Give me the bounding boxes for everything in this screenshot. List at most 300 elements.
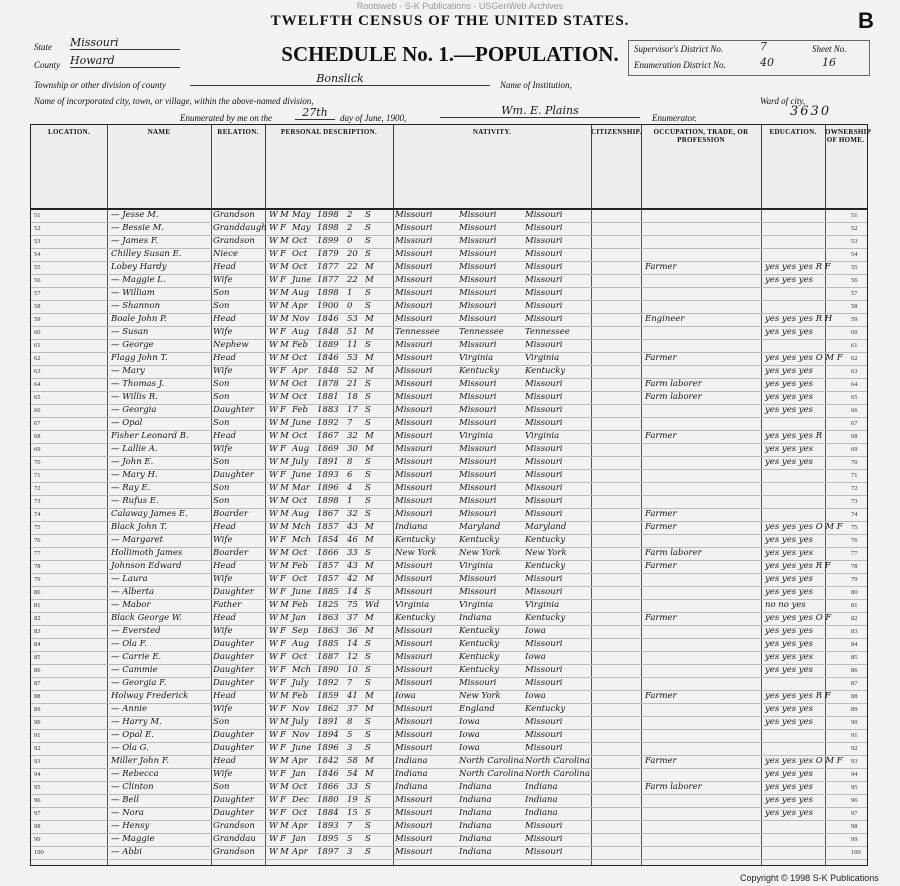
row-number: 53 bbox=[34, 238, 41, 245]
cell-ed: yes yes yes bbox=[765, 444, 813, 454]
cell-mo: Oct bbox=[292, 548, 308, 558]
cell-ms: S bbox=[365, 782, 371, 792]
cell-bf: Indiana bbox=[459, 847, 492, 857]
header-name: NAME bbox=[107, 125, 212, 209]
table-row bbox=[31, 287, 867, 301]
row-number-right: 62 bbox=[851, 355, 858, 362]
cell-ms: M bbox=[365, 769, 374, 779]
cell-c: W bbox=[269, 405, 278, 415]
row-number-right: 85 bbox=[851, 654, 858, 661]
table-row bbox=[31, 339, 867, 353]
cell-c: W bbox=[269, 392, 278, 402]
cell-name: — William bbox=[111, 288, 155, 298]
row-number-right: 97 bbox=[851, 810, 858, 817]
cell-bm: Kentucky bbox=[525, 561, 566, 571]
cell-yr: 1892 bbox=[317, 678, 339, 688]
cell-b: Missouri bbox=[395, 574, 433, 584]
row-number-right: 92 bbox=[851, 745, 858, 752]
cell-b: Missouri bbox=[395, 704, 433, 714]
incorporated-label: Name of incorporated city, town, or village, within the above-named division, bbox=[34, 96, 314, 106]
cell-c: W bbox=[269, 652, 278, 662]
cell-c: W bbox=[269, 470, 278, 480]
cell-s: F bbox=[280, 834, 286, 844]
cell-mo: Feb bbox=[292, 405, 308, 415]
cell-b: Missouri bbox=[395, 301, 433, 311]
row-number-right: 74 bbox=[851, 511, 858, 518]
cell-s: F bbox=[280, 743, 286, 753]
cell-ed: yes yes yes R bbox=[765, 431, 823, 441]
cell-bm: Missouri bbox=[525, 275, 563, 285]
cell-bm: Missouri bbox=[525, 210, 563, 220]
cell-b: New York bbox=[395, 548, 437, 558]
cell-mo: June bbox=[292, 743, 312, 753]
cell-s: F bbox=[280, 795, 286, 805]
row-number-right: 55 bbox=[851, 264, 858, 271]
cell-bf: Missouri bbox=[459, 236, 497, 246]
cell-ms: S bbox=[365, 483, 371, 493]
cell-ms: S bbox=[365, 821, 371, 831]
cell-bf: Missouri bbox=[459, 444, 497, 454]
cell-s: M bbox=[280, 483, 289, 493]
row-number: 97 bbox=[34, 810, 41, 817]
cell-bm: Missouri bbox=[525, 574, 563, 584]
cell-ms: M bbox=[365, 327, 374, 337]
cell-ms: S bbox=[365, 301, 371, 311]
census-grid bbox=[30, 208, 868, 866]
cell-ed: yes yes yes O M F bbox=[765, 353, 843, 363]
cell-bm: Tennessee bbox=[525, 327, 570, 337]
cell-bm: Missouri bbox=[525, 392, 563, 402]
cell-s: M bbox=[280, 457, 289, 467]
cell-occ: Farmer bbox=[645, 353, 677, 363]
state-value: Missouri bbox=[70, 36, 180, 50]
cell-name: — Nora bbox=[111, 808, 144, 818]
township-label: Township or other division of county bbox=[34, 80, 166, 90]
cell-mo: Sep bbox=[292, 626, 309, 636]
cell-rel: Wife bbox=[213, 327, 233, 337]
cell-s: M bbox=[280, 314, 289, 324]
cell-bf: Missouri bbox=[459, 678, 497, 688]
cell-rel: Daughter bbox=[213, 587, 254, 597]
cell-b: Iowa bbox=[395, 691, 416, 701]
cell-bf: Missouri bbox=[459, 249, 497, 259]
schedule-title: SCHEDULE No. 1.—POPULATION. bbox=[281, 42, 619, 66]
table-row bbox=[31, 521, 867, 535]
cell-s: F bbox=[280, 366, 286, 376]
cell-b: Missouri bbox=[395, 561, 433, 571]
cell-rel: Wife bbox=[213, 535, 233, 545]
cell-s: M bbox=[280, 340, 289, 350]
row-number: 64 bbox=[34, 381, 41, 388]
cell-s: M bbox=[280, 847, 289, 857]
cell-mo: Jan bbox=[292, 613, 306, 623]
cell-name: — Ola F. bbox=[111, 639, 147, 649]
cell-rel: Grandson bbox=[213, 847, 255, 857]
cell-bf: New York bbox=[459, 548, 501, 558]
header-location: LOCATION. bbox=[31, 125, 108, 209]
cell-occ: Farmer bbox=[645, 561, 677, 571]
cell-rel: Daughter bbox=[213, 665, 254, 675]
cell-b: Missouri bbox=[395, 223, 433, 233]
cell-yr: 1857 bbox=[317, 561, 339, 571]
day-of-label: day of June, 1900, bbox=[340, 113, 407, 123]
cell-name: Boale John P. bbox=[111, 314, 167, 324]
cell-ms: S bbox=[365, 730, 371, 740]
cell-age: 14 bbox=[347, 639, 358, 649]
cell-ms: S bbox=[365, 717, 371, 727]
row-number-right: 91 bbox=[851, 732, 858, 739]
cell-b: Missouri bbox=[395, 275, 433, 285]
row-number-right: 54 bbox=[851, 251, 858, 258]
cell-s: F bbox=[280, 626, 286, 636]
cell-name: — Carrie E. bbox=[111, 652, 162, 662]
enum-district-label: Enumeration District No. bbox=[634, 60, 726, 70]
cell-name: — Maggie bbox=[111, 834, 155, 844]
cell-mo: Nov bbox=[292, 730, 310, 740]
cell-yr: 1885 bbox=[317, 587, 339, 597]
cell-name: — Willis R. bbox=[111, 392, 158, 402]
cell-rel: Daughter bbox=[213, 470, 254, 480]
cell-s: M bbox=[280, 509, 289, 519]
cell-name: Black John T. bbox=[111, 522, 167, 532]
cell-name: Chilley Susan E. bbox=[111, 249, 182, 259]
cell-rel: Son bbox=[213, 717, 230, 727]
row-number-right: 99 bbox=[851, 836, 858, 843]
cell-yr: 1894 bbox=[317, 730, 339, 740]
cell-s: M bbox=[280, 613, 289, 623]
row-number: 56 bbox=[34, 277, 41, 284]
row-number-right: 71 bbox=[851, 472, 858, 479]
cell-occ: Farm laborer bbox=[645, 782, 702, 792]
row-number: 61 bbox=[34, 342, 41, 349]
cell-rel: Daughter bbox=[213, 743, 254, 753]
cell-bm: Indiana bbox=[525, 808, 558, 818]
cell-rel: Wife bbox=[213, 366, 233, 376]
cell-c: W bbox=[269, 431, 278, 441]
cell-s: M bbox=[280, 262, 289, 272]
cell-bf: Iowa bbox=[459, 717, 480, 727]
cell-age: 32 bbox=[347, 509, 358, 519]
cell-c: W bbox=[269, 353, 278, 363]
cell-occ: Farmer bbox=[645, 522, 677, 532]
cell-name: — Georgia bbox=[111, 405, 157, 415]
row-number-right: 83 bbox=[851, 628, 858, 635]
cell-ed: yes yes yes R F bbox=[765, 691, 831, 701]
row-number: 94 bbox=[34, 771, 41, 778]
cell-bf: Missouri bbox=[459, 405, 497, 415]
cell-mo: Feb bbox=[292, 600, 308, 610]
cell-mo: Aug bbox=[292, 288, 310, 298]
table-row bbox=[31, 443, 867, 457]
supervisor-label: Supervisor's District No. bbox=[634, 44, 724, 54]
cell-ms: S bbox=[365, 795, 371, 805]
county-label: County bbox=[34, 60, 60, 70]
cell-rel: Wife bbox=[213, 626, 233, 636]
cell-mo: Oct bbox=[292, 574, 308, 584]
cell-c: W bbox=[269, 262, 278, 272]
cell-bf: Indiana bbox=[459, 834, 492, 844]
cell-c: W bbox=[269, 236, 278, 246]
cell-ms: S bbox=[365, 340, 371, 350]
cell-name: — Opal E. bbox=[111, 730, 155, 740]
cell-b: Missouri bbox=[395, 847, 433, 857]
cell-bf: Kentucky bbox=[459, 626, 500, 636]
row-number: 89 bbox=[34, 706, 41, 713]
cell-occ: Farmer bbox=[645, 509, 677, 519]
row-number: 75 bbox=[34, 524, 41, 531]
cell-bm: Missouri bbox=[525, 379, 563, 389]
cell-mo: Aug bbox=[292, 444, 310, 454]
cell-rel: Boarder bbox=[213, 509, 249, 519]
row-number: 81 bbox=[34, 602, 41, 609]
cell-yr: 1897 bbox=[317, 847, 339, 857]
cell-bm: Indiana bbox=[525, 795, 558, 805]
cell-ms: M bbox=[365, 613, 374, 623]
cell-yr: 1867 bbox=[317, 509, 339, 519]
cell-c: W bbox=[269, 756, 278, 766]
cell-c: W bbox=[269, 626, 278, 636]
ward-label: Ward of city, bbox=[760, 96, 806, 106]
cell-age: 52 bbox=[347, 366, 358, 376]
cell-bf: Tennessee bbox=[459, 327, 504, 337]
cell-name: — Alberta bbox=[111, 587, 155, 597]
cell-rel: Head bbox=[213, 756, 236, 766]
cell-ed: yes yes yes R F bbox=[765, 262, 831, 272]
table-row bbox=[31, 469, 867, 483]
row-number-right: 78 bbox=[851, 563, 858, 570]
cell-bm: Missouri bbox=[525, 821, 563, 831]
cell-name: — Clinton bbox=[111, 782, 154, 792]
cell-c: W bbox=[269, 600, 278, 610]
cell-yr: 1898 bbox=[317, 496, 339, 506]
cell-age: 22 bbox=[347, 275, 358, 285]
table-row bbox=[31, 222, 867, 236]
cell-b: Missouri bbox=[395, 665, 433, 675]
cell-bm: Missouri bbox=[525, 639, 563, 649]
table-row bbox=[31, 404, 867, 418]
row-number-right: 69 bbox=[851, 446, 858, 453]
cell-rel: Daughter bbox=[213, 730, 254, 740]
cell-bf: Kentucky bbox=[459, 652, 500, 662]
cell-ed: yes yes yes O F bbox=[765, 613, 832, 623]
cell-ms: S bbox=[365, 847, 371, 857]
row-number-right: 96 bbox=[851, 797, 858, 804]
cell-age: 15 bbox=[347, 808, 358, 818]
cell-rel: Head bbox=[213, 353, 236, 363]
cell-bm: Kentucky bbox=[525, 366, 566, 376]
cell-b: Missouri bbox=[395, 340, 433, 350]
county-value: Howard bbox=[70, 54, 180, 68]
cell-yr: 1895 bbox=[317, 834, 339, 844]
table-row bbox=[31, 352, 867, 366]
row-number: 87 bbox=[34, 680, 41, 687]
row-number-right: 58 bbox=[851, 303, 858, 310]
table-row bbox=[31, 573, 867, 587]
cell-yr: 1880 bbox=[317, 795, 339, 805]
row-number: 57 bbox=[34, 290, 41, 297]
cell-mo: Feb bbox=[292, 561, 308, 571]
cell-b: Missouri bbox=[395, 210, 433, 220]
cell-b: Missouri bbox=[395, 509, 433, 519]
page-number: 3630 bbox=[790, 104, 832, 119]
row-number-right: 90 bbox=[851, 719, 858, 726]
cell-bm: Iowa bbox=[525, 691, 546, 701]
cell-s: F bbox=[280, 587, 286, 597]
cell-age: 46 bbox=[347, 535, 358, 545]
cell-ed: yes yes yes R F bbox=[765, 561, 831, 571]
cell-yr: 1900 bbox=[317, 301, 339, 311]
cell-yr: 1891 bbox=[317, 457, 339, 467]
cell-age: 5 bbox=[347, 834, 353, 844]
cell-s: F bbox=[280, 665, 286, 675]
cell-ed: yes yes yes bbox=[765, 379, 813, 389]
cell-rel: Son bbox=[213, 782, 230, 792]
sheet-no-value: 16 bbox=[822, 56, 836, 69]
row-number-right: 63 bbox=[851, 368, 858, 375]
cell-b: Missouri bbox=[395, 743, 433, 753]
cell-s: M bbox=[280, 548, 289, 558]
row-number-right: 51 bbox=[851, 212, 858, 219]
cell-age: 7 bbox=[347, 821, 353, 831]
cell-occ: Farmer bbox=[645, 262, 677, 272]
cell-bm: Missouri bbox=[525, 301, 563, 311]
cell-ms: S bbox=[365, 665, 371, 675]
table-row bbox=[31, 547, 867, 561]
cell-yr: 1842 bbox=[317, 756, 339, 766]
cell-bf: Kentucky bbox=[459, 535, 500, 545]
cell-occ: Engineer bbox=[645, 314, 685, 324]
cell-mo: Oct bbox=[292, 782, 308, 792]
cell-c: W bbox=[269, 717, 278, 727]
cell-c: W bbox=[269, 223, 278, 233]
cell-ms: S bbox=[365, 405, 371, 415]
cell-name: — Laura bbox=[111, 574, 148, 584]
copyright: Copyright © 1998 S-K Publications bbox=[740, 873, 879, 883]
cell-yr: 1889 bbox=[317, 340, 339, 350]
cell-bf: Indiana bbox=[459, 613, 492, 623]
cell-ms: M bbox=[365, 275, 374, 285]
cell-age: 17 bbox=[347, 405, 358, 415]
cell-yr: 1848 bbox=[317, 327, 339, 337]
cell-age: 30 bbox=[347, 444, 358, 454]
cell-yr: 1883 bbox=[317, 405, 339, 415]
enumeration-day: 27th bbox=[295, 106, 335, 120]
row-number: 58 bbox=[34, 303, 41, 310]
cell-c: W bbox=[269, 457, 278, 467]
cell-c: W bbox=[269, 821, 278, 831]
table-row bbox=[31, 209, 867, 223]
cell-c: W bbox=[269, 535, 278, 545]
cell-c: W bbox=[269, 847, 278, 857]
cell-rel: Head bbox=[213, 431, 236, 441]
cell-ed: yes yes yes bbox=[765, 808, 813, 818]
table-row bbox=[31, 300, 867, 314]
cell-bm: Virginia bbox=[525, 600, 560, 610]
cell-occ: Farmer bbox=[645, 691, 677, 701]
cell-mo: Jan bbox=[292, 769, 306, 779]
cell-yr: 1896 bbox=[317, 743, 339, 753]
cell-rel: Son bbox=[213, 483, 230, 493]
cell-bf: Virginia bbox=[459, 353, 494, 363]
cell-age: 37 bbox=[347, 704, 358, 714]
cell-age: 14 bbox=[347, 587, 358, 597]
cell-ms: S bbox=[365, 288, 371, 298]
cell-s: M bbox=[280, 522, 289, 532]
cell-c: W bbox=[269, 444, 278, 454]
cell-name: — Hensy bbox=[111, 821, 150, 831]
row-number: 100 bbox=[34, 849, 44, 856]
row-number: 84 bbox=[34, 641, 41, 648]
cell-mo: May bbox=[292, 223, 311, 233]
cell-ms: M bbox=[365, 262, 374, 272]
cell-s: F bbox=[280, 470, 286, 480]
cell-age: 36 bbox=[347, 626, 358, 636]
cell-bm: Missouri bbox=[525, 470, 563, 480]
cell-c: W bbox=[269, 639, 278, 649]
cell-ms: Wd bbox=[365, 600, 380, 610]
cell-bm: Missouri bbox=[525, 444, 563, 454]
cell-s: F bbox=[280, 535, 286, 545]
cell-yr: 1877 bbox=[317, 262, 339, 272]
cell-bm: North Carolina bbox=[525, 769, 590, 779]
cell-name: — Ola G. bbox=[111, 743, 149, 753]
cell-c: W bbox=[269, 795, 278, 805]
table-row bbox=[31, 807, 867, 821]
cell-ms: S bbox=[365, 743, 371, 753]
table-row bbox=[31, 729, 867, 743]
cell-bf: Missouri bbox=[459, 314, 497, 324]
table-row bbox=[31, 820, 867, 834]
cell-yr: 1890 bbox=[317, 665, 339, 675]
cell-name: Black George W. bbox=[111, 613, 182, 623]
row-number-right: 66 bbox=[851, 407, 858, 414]
cell-ms: S bbox=[365, 548, 371, 558]
row-number: 69 bbox=[34, 446, 41, 453]
cell-s: F bbox=[280, 249, 286, 259]
cell-b: Kentucky bbox=[395, 613, 436, 623]
cell-occ: Farmer bbox=[645, 613, 677, 623]
cell-ed: yes yes yes bbox=[765, 327, 813, 337]
cell-name: Calaway James E. bbox=[111, 509, 188, 519]
census-title: TWELFTH CENSUS OF THE UNITED STATES. bbox=[270, 13, 630, 29]
cell-ms: S bbox=[365, 457, 371, 467]
cell-rel: Son bbox=[213, 418, 230, 428]
cell-bm: Kentucky bbox=[525, 535, 566, 545]
row-number-right: 76 bbox=[851, 537, 858, 544]
cell-mo: Mch bbox=[292, 535, 311, 545]
table-row bbox=[31, 326, 867, 340]
cell-ed: yes yes yes bbox=[765, 457, 813, 467]
row-number: 68 bbox=[34, 433, 41, 440]
cell-ms: M bbox=[365, 444, 374, 454]
cell-age: 12 bbox=[347, 652, 358, 662]
row-number: 73 bbox=[34, 498, 41, 505]
cell-b: Indiana bbox=[395, 522, 428, 532]
cell-yr: 1863 bbox=[317, 626, 339, 636]
cell-ms: S bbox=[365, 509, 371, 519]
cell-bm: North Carolina bbox=[525, 756, 590, 766]
header-personal: PERSONAL DESCRIPTION. bbox=[265, 125, 394, 209]
row-number-right: 98 bbox=[851, 823, 858, 830]
cell-s: F bbox=[280, 639, 286, 649]
cell-mo: Feb bbox=[292, 691, 308, 701]
cell-occ: Farmer bbox=[645, 431, 677, 441]
row-number: 74 bbox=[34, 511, 41, 518]
row-number: 91 bbox=[34, 732, 41, 739]
cell-mo: Nov bbox=[292, 314, 310, 324]
cell-ms: S bbox=[365, 678, 371, 688]
row-number: 63 bbox=[34, 368, 41, 375]
